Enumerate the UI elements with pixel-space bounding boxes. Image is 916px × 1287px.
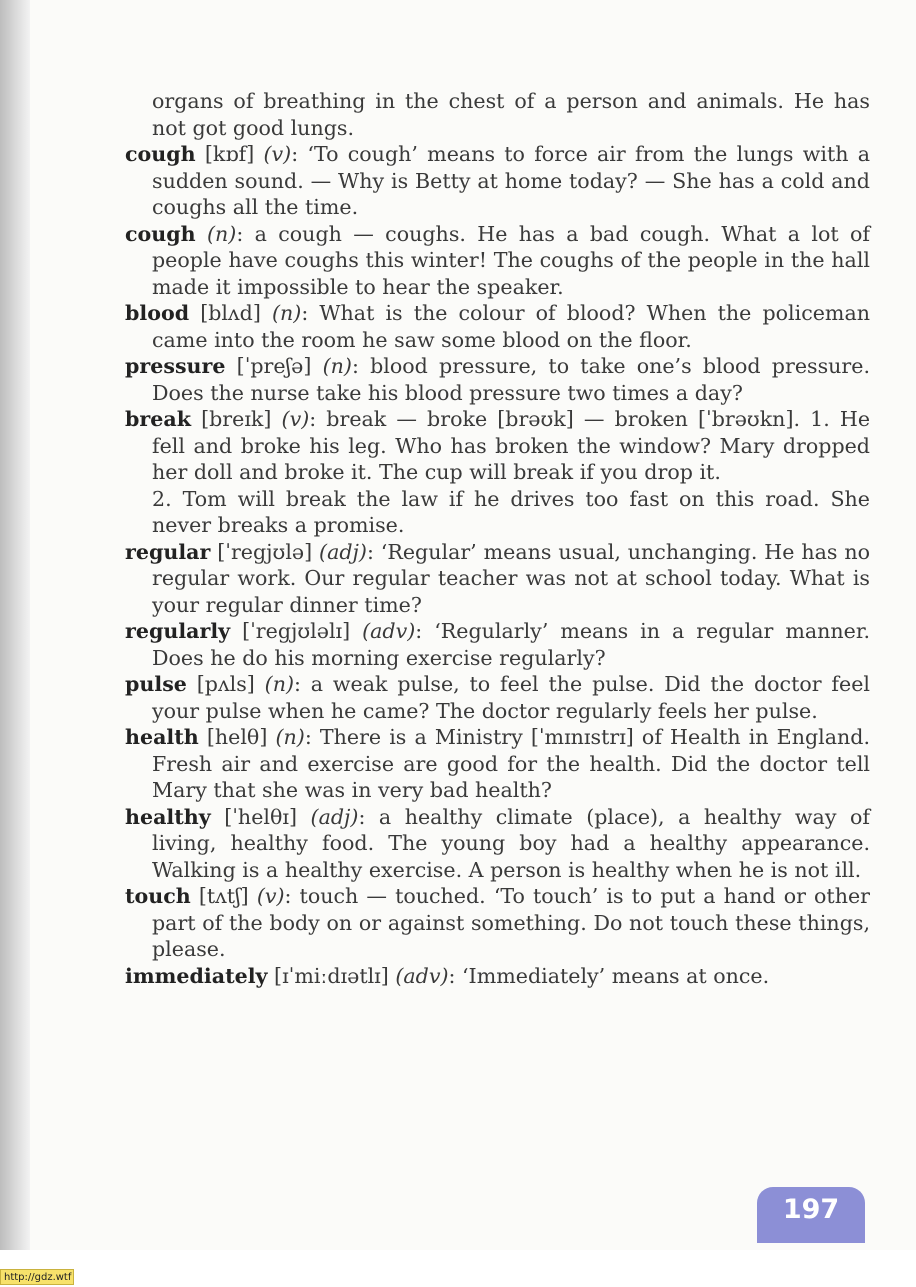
dictionary-entry — [125, 963, 870, 990]
headword: regularly — [125, 619, 231, 643]
book-spine-shadow — [0, 0, 30, 1250]
definition-text: : break — broke [brəʊk] — broken [ˈbrəʊkn]. 1. He fell and broke his leg. Who has broken the window? Mary dropped her doll and broke it. The cup will break if you drop it. — [152, 407, 871, 484]
headword: immediately — [125, 963, 268, 988]
pronunciation: [ˈhelθɪ] — [224, 804, 297, 829]
headword: health — [125, 725, 199, 749]
headword: regular — [125, 539, 211, 564]
dictionary-entry — [125, 539, 870, 619]
definition-text: : What is the colour of blood? When the policeman came into the room he saw some blood on the floor. — [152, 301, 871, 352]
dictionary-entry — [125, 141, 870, 221]
dictionary-entry — [125, 300, 870, 353]
part-of-speech: (v) — [263, 142, 292, 166]
definition-text: : blood pressure, to take one’s blood pressure. Does the nurse take his blood pressure two times a day? — [152, 354, 870, 405]
continuation-text: organs of breathing in the chest of a person and animals. He has not got good lungs. — [152, 89, 870, 140]
dictionary-entry — [125, 671, 870, 724]
definition-text: : a healthy climate (place), a healthy way of living, healthy food. The young boy had a healthy appearance. Walking is a healthy exercise. A person is healthy when he is not ill. — [152, 804, 871, 882]
dictionary-entry — [125, 618, 870, 671]
part-of-speech: (n) — [264, 672, 295, 696]
pronunciation: [breɪk] — [201, 407, 272, 431]
headword: healthy — [125, 804, 211, 829]
headword: pulse — [125, 672, 187, 696]
pronunciation: [ɪˈmiːdɪətlɪ] — [274, 963, 389, 988]
part-of-speech: (n) — [322, 354, 352, 378]
headword: cough — [125, 142, 196, 166]
definition-text: : ‘Regularly’ means in a regular manner. Does he do his morning exercise regularly? — [152, 619, 870, 670]
pronunciation: [blʌd] — [200, 301, 261, 325]
part-of-speech: (v) — [256, 884, 285, 908]
part-of-speech: (n) — [271, 301, 302, 325]
pronunciation: [ˈpreʃə] — [236, 354, 312, 378]
part-of-speech: (adj) — [310, 804, 359, 829]
vocabulary-list — [125, 88, 870, 989]
part-of-speech: (adv) — [362, 619, 416, 643]
dictionary-entry — [125, 353, 870, 406]
watermark-link[interactable]: http://gdz.wtf — [0, 1269, 74, 1285]
page-number: 197 — [757, 1187, 865, 1243]
headword: blood — [125, 301, 190, 325]
dictionary-entry — [125, 221, 870, 301]
headword: pressure — [125, 354, 226, 378]
part-of-speech: (n) — [206, 221, 237, 246]
headword: break — [125, 407, 191, 431]
dictionary-entry — [125, 406, 870, 486]
pronunciation: [ˈregjʊləlɪ] — [242, 619, 351, 643]
definition-text: : There is a Ministry [ˈmɪnɪstrɪ] of Health in England. Fresh air and exercise are good for the health. Did the doctor tell Mary that she was in very bad health? — [152, 725, 871, 802]
definition-text: : a cough — coughs. He has a bad cough. What a lot of people have coughs this winter! The coughs of the people in the hall made it impossible to hear the speaker. — [152, 221, 871, 299]
headword: cough — [125, 221, 196, 246]
pronunciation: [tʌtʃ] — [198, 884, 249, 908]
scan-margin — [0, 1250, 916, 1287]
definition-text: : touch — touched. ‘To touch’ is to put a hand or other part of the body on or against something. Do not touch these things, please. — [152, 884, 871, 961]
definition-text: : ‘To cough’ means to force air from the lungs with a sudden sound. — Why is Betty at home today? — She has a cold and coughs all the time. — [152, 142, 871, 219]
part-of-speech: (adv) — [395, 963, 449, 988]
pronunciation: [kɒf] — [204, 142, 255, 166]
part-of-speech: (adj) — [319, 539, 367, 564]
part-of-speech: (v) — [281, 407, 310, 431]
dictionary-entry — [125, 724, 870, 804]
headword: touch — [125, 884, 191, 908]
pronunciation: [helθ] — [206, 725, 268, 749]
definition-text: : ‘Regular’ means usual, unchanging. He has no regular work. Our regular teacher was not at school today. What is your regular dinner time? — [152, 539, 871, 617]
pronunciation: [pʌls] — [196, 672, 255, 696]
entry-continuation: 2. Tom will break the law if he drives too fast on this road. She never breaks a promise. — [152, 486, 870, 537]
dictionary-entry — [125, 804, 870, 884]
definition-text: : ‘Immediately’ means at once. — [448, 963, 770, 988]
pronunciation: [ˈregjʊlə] — [217, 539, 313, 564]
part-of-speech: (n) — [275, 725, 305, 749]
definition-text: : a weak pulse, to feel the pulse. Did the doctor feel your pulse when he came? The doctor regularly feels her pulse. — [152, 672, 871, 723]
dictionary-entry — [125, 883, 870, 963]
